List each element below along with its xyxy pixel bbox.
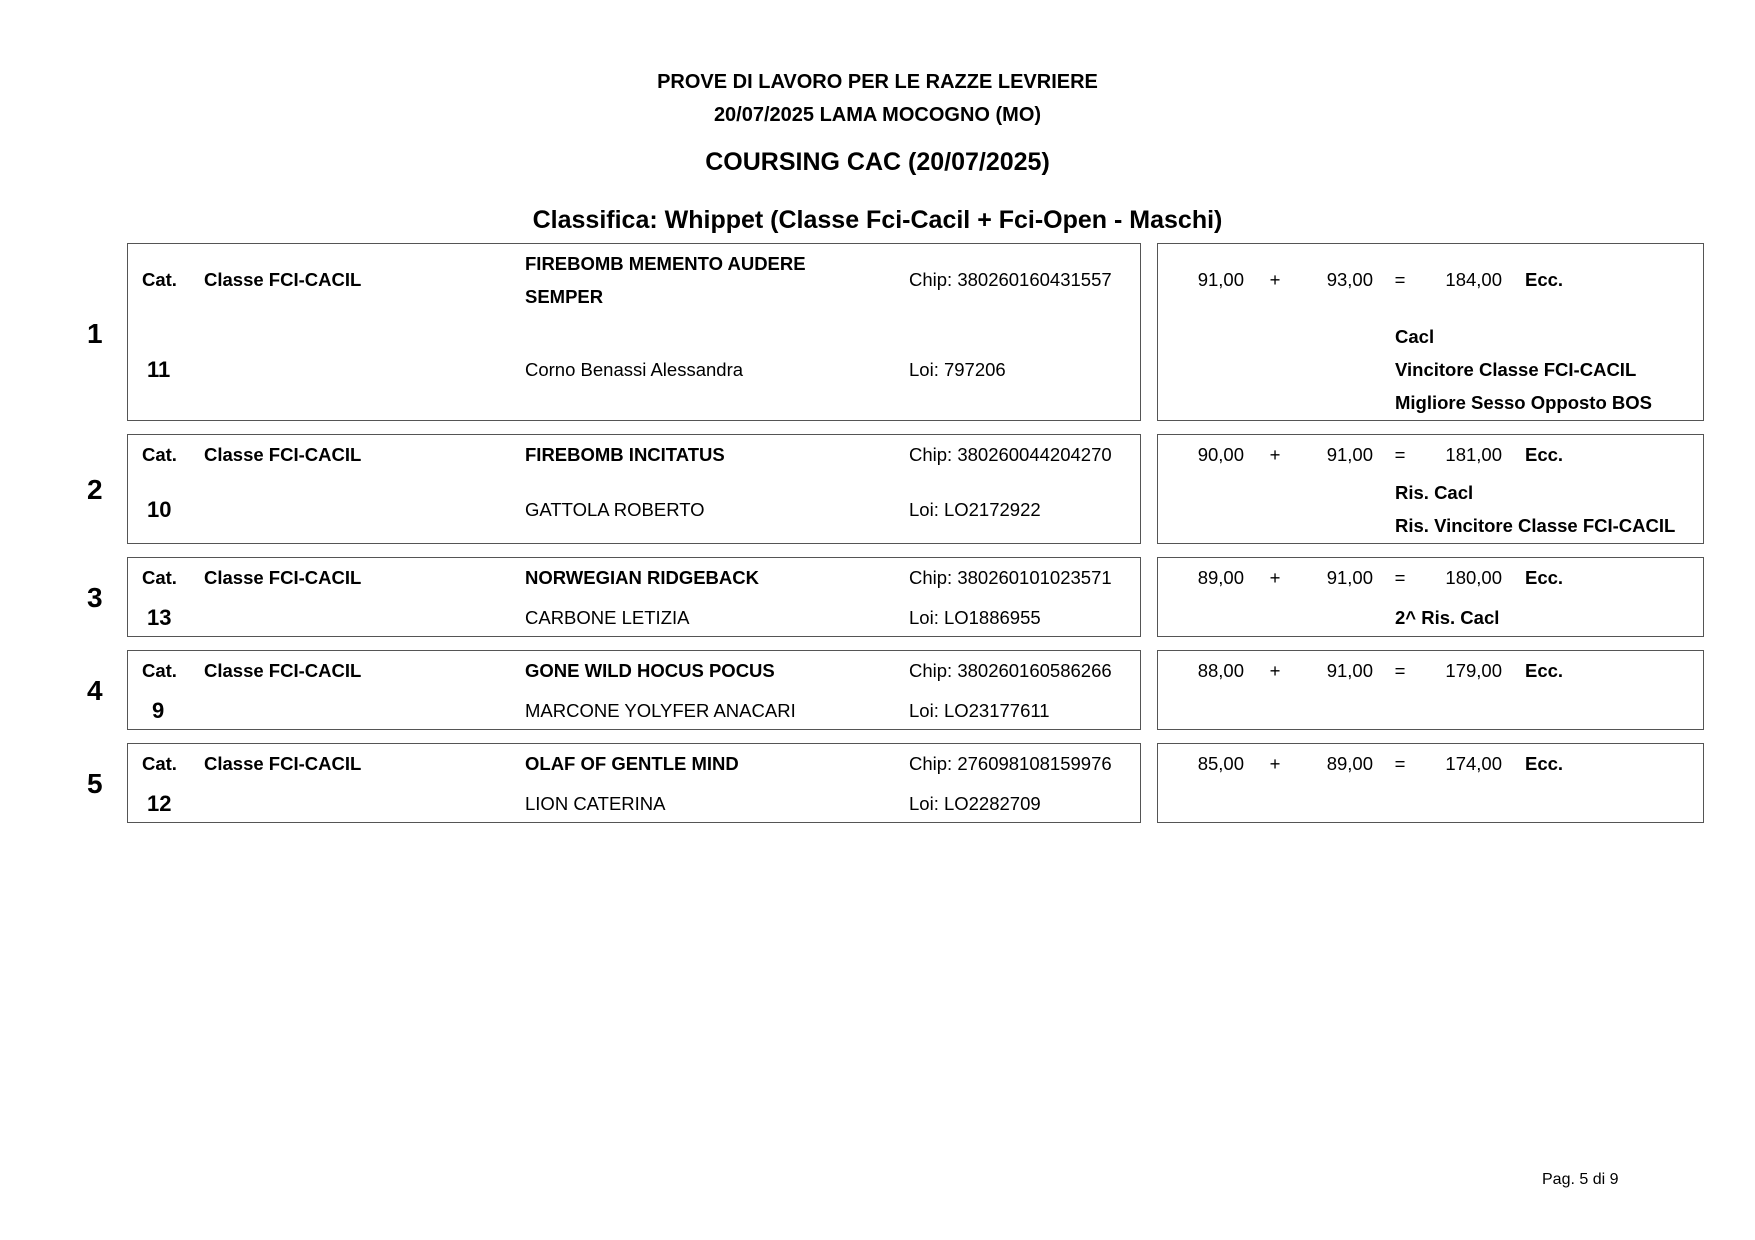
entry-left-box (127, 650, 1141, 730)
cat-label: Cat. (142, 753, 177, 774)
total: 180,00 (1445, 567, 1502, 588)
plus: + (1269, 660, 1281, 681)
dog-name: GONE WILD HOCUS POCUS (525, 660, 775, 681)
qualifica: Ecc. (1525, 660, 1564, 681)
catalog-number: 9 (152, 698, 165, 723)
total: 181,00 (1445, 444, 1502, 465)
entry-right-box (1157, 243, 1704, 421)
loi: Loi: LO23177611 (909, 700, 1050, 721)
owner: MARCONE YOLYFER ANACARI (525, 700, 796, 721)
rank: 3 (87, 582, 103, 613)
page-number: Pag. 5 di 9 (1542, 1171, 1619, 1188)
cat-label: Cat. (142, 269, 177, 290)
plus: + (1269, 444, 1281, 465)
score1: 91,00 (1197, 269, 1244, 290)
equals: = (1394, 269, 1406, 290)
plus: + (1269, 269, 1281, 290)
total: 184,00 (1445, 269, 1502, 290)
award: 2^ Ris. Cacl (1395, 607, 1500, 628)
dog-name: FIREBOMB MEMENTO AUDERE (525, 253, 806, 274)
owner: CARBONE LETIZIA (525, 607, 690, 628)
score1: 90,00 (1197, 444, 1244, 465)
classe: Classe FCI-CACIL (204, 753, 362, 774)
rank: 1 (87, 318, 103, 349)
loi: Loi: 797206 (909, 359, 1006, 380)
rank: 4 (87, 675, 103, 706)
entry-left-box (127, 557, 1141, 637)
entry-left-box (127, 743, 1141, 823)
catalog-number: 11 (147, 357, 171, 382)
loi: Loi: LO2282709 (909, 793, 1041, 814)
qualifica: Ecc. (1525, 567, 1564, 588)
score2: 89,00 (1326, 753, 1373, 774)
entry-right-box (1157, 743, 1704, 823)
plus: + (1269, 567, 1281, 588)
award: Migliore Sesso Opposto BOS (1395, 392, 1652, 413)
plus: + (1269, 753, 1281, 774)
score1: 88,00 (1197, 660, 1244, 681)
classe: Classe FCI-CACIL (204, 444, 362, 465)
dog-name: NORWEGIAN RIDGEBACK (525, 567, 759, 588)
header-line2: 20/07/2025 LAMA MOCOGNO (MO) (713, 104, 1042, 126)
dog-name-cont: SEMPER (525, 286, 604, 307)
entry-right-box (1157, 557, 1704, 637)
score2: 91,00 (1326, 567, 1373, 588)
header-line1: PROVE DI LAVORO PER LE RAZZE LEVRIERE (657, 71, 1098, 93)
score2: 91,00 (1326, 444, 1373, 465)
rank: 5 (87, 768, 103, 799)
equals: = (1394, 567, 1406, 588)
classe: Classe FCI-CACIL (204, 269, 362, 290)
classe: Classe FCI-CACIL (204, 660, 362, 681)
catalog-number: 12 (147, 791, 172, 816)
total: 174,00 (1445, 753, 1502, 774)
entry-right-box (1157, 650, 1704, 730)
total: 179,00 (1445, 660, 1502, 681)
chip: Chip: 380260160586266 (909, 660, 1112, 681)
equals: = (1394, 753, 1406, 774)
owner: GATTOLA ROBERTO (525, 499, 705, 520)
classifica-title: Classifica: Whippet (Classe Fci-Cacil + Fci-Open - Maschi) (532, 206, 1223, 234)
chip: Chip: 380260160431557 (909, 269, 1112, 290)
score1: 89,00 (1197, 567, 1244, 588)
catalog-number: 10 (147, 497, 172, 522)
score1: 85,00 (1197, 753, 1244, 774)
chip: Chip: 276098108159976 (909, 753, 1112, 774)
score2: 93,00 (1326, 269, 1373, 290)
cat-label: Cat. (142, 567, 177, 588)
equals: = (1394, 660, 1406, 681)
classe: Classe FCI-CACIL (204, 567, 362, 588)
equals: = (1394, 444, 1406, 465)
award: Ris. Cacl (1395, 482, 1474, 503)
dog-name: OLAF OF GENTLE MIND (525, 753, 739, 774)
cat-label: Cat. (142, 660, 177, 681)
rank: 2 (87, 474, 103, 505)
loi: Loi: LO2172922 (909, 499, 1041, 520)
loi: Loi: LO1886955 (909, 607, 1041, 628)
entry-right-box (1157, 434, 1704, 544)
award: Cacl (1395, 326, 1435, 347)
owner: LION CATERINA (525, 793, 666, 814)
entry-left-box (127, 434, 1141, 544)
page-title: COURSING CAC (20/07/2025) (705, 148, 1050, 176)
owner: Corno Benassi Alessandra (525, 359, 744, 380)
catalog-number: 13 (147, 605, 172, 630)
award: Ris. Vincitore Classe FCI-CACIL (1395, 515, 1676, 536)
award: Vincitore Classe FCI-CACIL (1395, 359, 1637, 380)
qualifica: Ecc. (1525, 753, 1564, 774)
chip: Chip: 380260044204270 (909, 444, 1112, 465)
qualifica: Ecc. (1525, 269, 1564, 290)
score2: 91,00 (1326, 660, 1373, 681)
dog-name: FIREBOMB INCITATUS (525, 444, 725, 465)
cat-label: Cat. (142, 444, 177, 465)
entry-left-box (127, 243, 1141, 421)
chip: Chip: 380260101023571 (909, 567, 1112, 588)
qualifica: Ecc. (1525, 444, 1564, 465)
